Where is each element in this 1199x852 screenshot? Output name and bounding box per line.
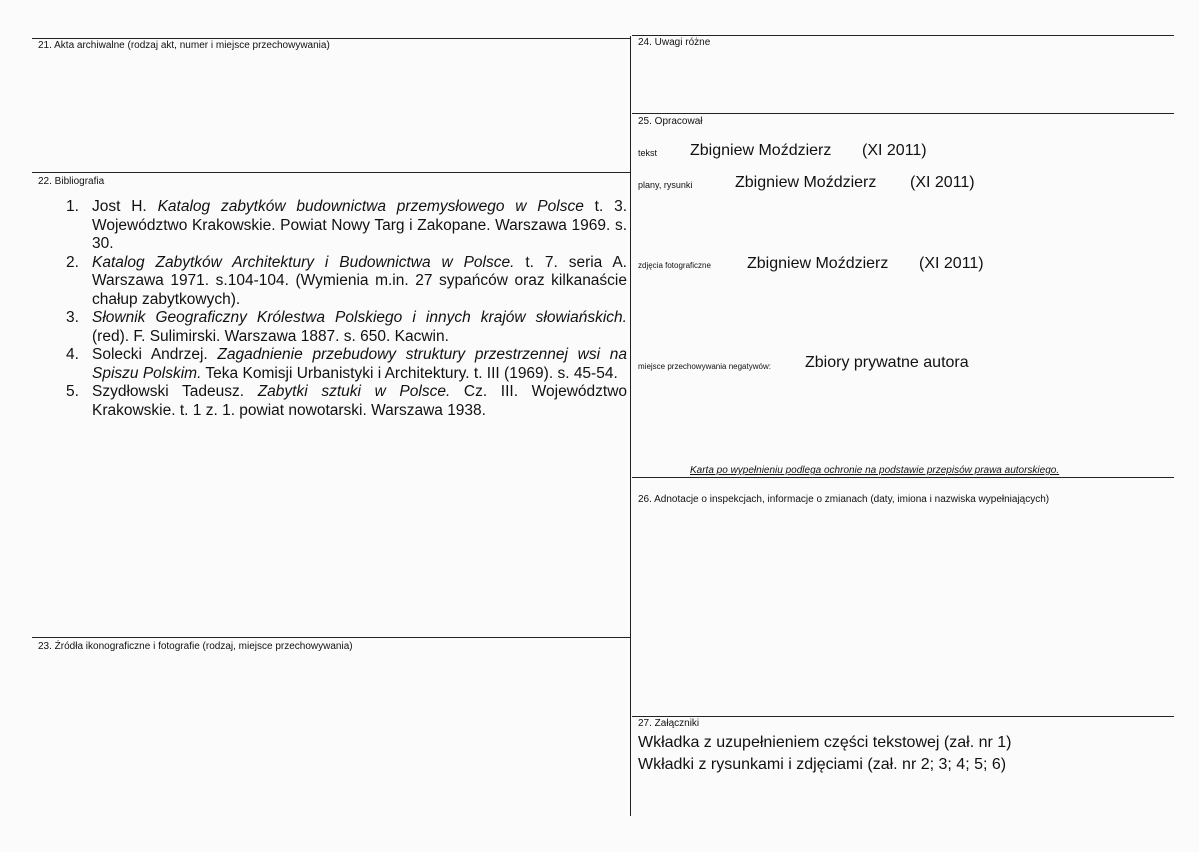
tekst-label: tekst	[638, 148, 658, 158]
plany-author: Zbigniew Moździerz	[735, 174, 877, 191]
zdjecia-label: zdjęcia fotograficzne	[638, 261, 711, 270]
negatywy-label: miejsce przechowywania negatywów:	[638, 362, 771, 371]
plany-date: (XI 2011)	[910, 174, 975, 191]
bibliography-item: 2. Katalog Zabytków Architektury i Budownictwa w Polsce. t. 7. seria A. Warszawa 1971. s.104-104. (Wymienia m.in. 27 sypańców oraz kilkanaście chałup zabytkowych).	[66, 253, 627, 308]
divider-vertical	[630, 36, 631, 816]
attachment-item: Wkładka z uzupełnieniem części tekstowej (zał. nr 1)	[638, 734, 1012, 751]
attachment-item: Wkładki z rysunkami i zdjęciami (zał. nr 2; 3; 4; 5; 6)	[638, 756, 1007, 773]
divider-top-right	[632, 35, 1174, 36]
section-21-label: 21. Akta archiwalne (rodzaj akt, numer i miejsce przechowywania)	[38, 40, 330, 51]
divider-21-22	[32, 172, 630, 173]
bibliography-item: 1. Jost H. Katalog zabytków budownictwa przemysłowego w Polsce t. 3. Województwo Krakowskie. Powiat Nowy Targ i Zakopane. Warszawa 1969. s. 30.	[66, 198, 627, 252]
divider-26-27	[632, 716, 1174, 717]
divider-24-25	[632, 113, 1174, 114]
section-23-label: 23. Źródła ikonograficzne i fotografie (rodzaj, miejsce przechowywania)	[38, 641, 353, 652]
zdjecia-author: Zbigniew Moździerz	[747, 255, 889, 272]
bibliography-item: 3. Słownik Geograficzny Królestwa Polskiego i innych krajów słowiańskich. (red). F. Sulimirski. Warszawa 1887. s. 650. Kacwin.	[66, 309, 627, 345]
bibliography-item: 5. Szydłowski Tadeusz. Zabytki sztuki w Polsce. Cz. III. Województwo Krakowskie. t. 1 z. 1. powiat nowotarski. Warszawa 1938.	[66, 383, 628, 419]
bibliography-item: 4. Solecki Andrzej. Zagadnienie przebudowy struktury przestrzennej wsi na Spiszu Polskim. Teka Komisji Urbanistyki i Architektury. t. III (1969). s. 45-54.	[66, 346, 628, 382]
section-25-label: 25. Opracował	[638, 116, 703, 127]
section-26-label: 26. Adnotacje o inspekcjach, informacje o zmianach (daty, imiona i nazwiska wypełniających)	[638, 494, 1050, 505]
tekst-author: Zbigniew Moździerz	[690, 142, 832, 159]
divider-25-26	[632, 477, 1174, 478]
bibliography-list	[38, 198, 627, 420]
section-22-label: 22. Bibliografia	[38, 176, 105, 187]
divider-top-left	[32, 38, 630, 39]
copyright-note: Karta po wypełnieniu podlega ochronie na podstawie przepisów prawa autorskiego.	[690, 465, 1060, 476]
section-27-label: 27. Załączniki	[638, 718, 700, 729]
negatywy-location: Zbiory prywatne autora	[805, 354, 969, 371]
zdjecia-date: (XI 2011)	[919, 255, 984, 272]
plany-label: plany, rysunki	[638, 180, 693, 190]
tekst-date: (XI 2011)	[862, 142, 927, 159]
divider-22-23	[32, 637, 630, 638]
section-24-label: 24. Uwagi różne	[638, 37, 711, 48]
